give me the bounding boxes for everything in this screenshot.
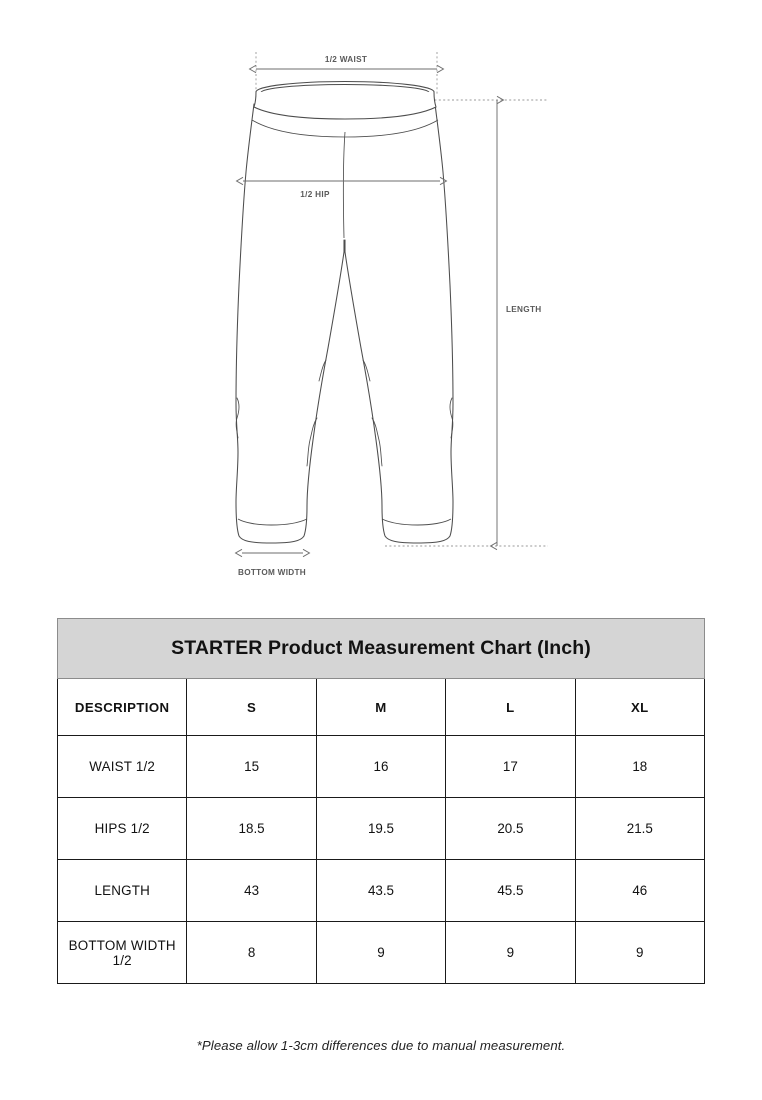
cell-waist-s: 15 — [187, 736, 316, 798]
column-header-xl: XL — [575, 679, 704, 736]
table-row — [58, 798, 705, 860]
length-dimension — [497, 100, 541, 546]
row-header-bottom-width: BOTTOM WIDTH 1/2 — [58, 922, 187, 984]
column-header-description: DESCRIPTION — [58, 679, 187, 736]
cell-waist-l: 17 — [446, 736, 575, 798]
cell-hips-l: 20.5 — [446, 798, 575, 860]
row-header-length: LENGTH — [58, 860, 187, 922]
hip-dimension-label: 1/2 HIP — [300, 190, 330, 199]
length-dimension-label: LENGTH — [506, 305, 542, 314]
cell-bottom-width-xl: 9 — [575, 922, 704, 984]
waistband — [254, 82, 436, 120]
cell-hips-m: 19.5 — [316, 798, 445, 860]
bottom-width-dimension-label: BOTTOM WIDTH — [237, 568, 307, 577]
cell-length-l: 45.5 — [446, 860, 575, 922]
waist-dimension — [256, 55, 437, 69]
cell-hips-s: 18.5 — [187, 798, 316, 860]
cell-length-s: 43 — [187, 860, 316, 922]
cell-hips-xl: 21.5 — [575, 798, 704, 860]
cell-length-xl: 46 — [575, 860, 704, 922]
column-header-s: S — [187, 679, 316, 736]
table-row — [58, 922, 705, 984]
table-row — [58, 736, 705, 798]
cell-bottom-width-s: 8 — [187, 922, 316, 984]
cell-waist-m: 16 — [316, 736, 445, 798]
cell-length-m: 43.5 — [316, 860, 445, 922]
row-header-waist: WAIST 1/2 — [58, 736, 187, 798]
bottom-width-dimension — [238, 553, 306, 577]
cell-bottom-width-l: 9 — [446, 922, 575, 984]
table-header-row — [58, 679, 705, 736]
column-header-l: L — [446, 679, 575, 736]
row-header-hips: HIPS 1/2 — [58, 798, 187, 860]
pants-outline — [236, 104, 453, 543]
measurement-chart-table — [57, 618, 705, 984]
column-header-m: M — [316, 679, 445, 736]
cell-waist-xl: 18 — [575, 736, 704, 798]
chart-title: STARTER Product Measurement Chart (Inch) — [58, 619, 705, 679]
cell-bottom-width-m: 9 — [316, 922, 445, 984]
waist-dimension-label: 1/2 WAIST — [324, 55, 368, 64]
table-title-row — [58, 619, 705, 679]
measurement-disclaimer: *Please allow 1-3cm differences due to manual measurement. — [196, 1038, 566, 1053]
center-seam — [343, 132, 345, 238]
table-row — [58, 860, 705, 922]
